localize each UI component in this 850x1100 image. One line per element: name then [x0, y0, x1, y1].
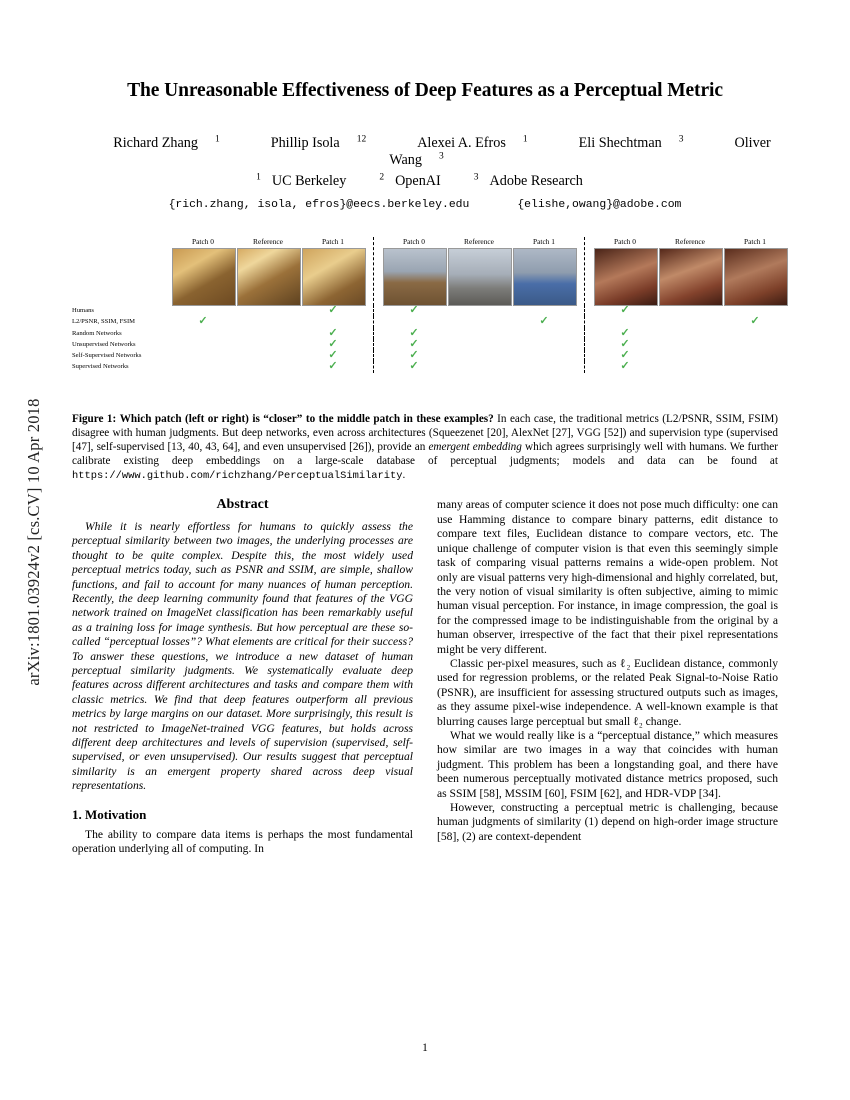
- right-paragraph-1: many areas of computer science it does not pose much difficulty: one can use Hamming distance to compare binary patterns, edit distance to compare text files, Euclidean distance to compare vectors, etc. The unique challenge of computer vision is that even this seemingly simple task of comparing visual patterns remains a wide-open problem. Not only are visual patterns very high-dimensional and highly correlated, but, the very notion of visual similarity is often subjective, aiming to mimic human visual perception. For instance, in image compression, the goal is for the compressed image to be indistinguishable from the original by a human observer, irrespective of the fact that their pixel representations might be very different.: [437, 498, 778, 656]
- author-row-names: [72, 135, 778, 169]
- check-mark-icon: ✓: [409, 360, 419, 373]
- check-group: [172, 350, 374, 361]
- right-column: [437, 498, 778, 856]
- check-row: [172, 361, 778, 372]
- row-label-supervised: Supervised Networks: [72, 363, 129, 371]
- check-empty-cell: [594, 316, 656, 327]
- check-group: [594, 361, 786, 372]
- check-empty-cell: [659, 361, 721, 372]
- author-3-affiliation-marker: 1: [522, 134, 528, 145]
- check-empty-cell: [383, 316, 445, 327]
- check-empty-cell: [172, 339, 234, 350]
- patch-col-ref: [448, 237, 510, 306]
- check-empty-cell: [237, 328, 299, 339]
- patch-image: [659, 248, 723, 306]
- page-title: The Unreasonable Effectiveness of Deep Features as a Perceptual Metric: [127, 80, 723, 101]
- check-empty-cell: [302, 316, 364, 327]
- figure-group-2: [383, 237, 585, 306]
- patch-col-ref: [659, 237, 721, 306]
- check-row: [172, 350, 778, 361]
- patch-label: Reference: [464, 237, 494, 246]
- patch-label: Reference: [675, 237, 705, 246]
- abstract-body: [72, 520, 413, 794]
- abstract-heading: Abstract: [216, 497, 269, 513]
- check-row: [172, 339, 778, 350]
- patch-image: [383, 248, 447, 306]
- check-mark-icon: ✓: [328, 326, 338, 339]
- patch-label: Patch 1: [533, 237, 555, 246]
- check-mark-icon: ✓: [409, 349, 419, 362]
- check-mark-icon: ✓: [328, 349, 338, 362]
- check-empty-cell: [659, 328, 721, 339]
- check-empty-cell: [724, 328, 786, 339]
- author-2: Phillip Isola $^{12}$: [270, 134, 367, 151]
- patch-col-0: [172, 237, 234, 306]
- check-empty-cell: [172, 350, 234, 361]
- affiliation-1: $^1$ UC Berkeley: [256, 172, 347, 189]
- abstract-paragraph: While it is nearly effortless for humans to quickly assess the perceptual similarity between two images, the underlying processes are thought to be quite complex. Despite this, the most widely used perceptual metrics today, such as PSNR and SSIM, are simple, shallow functions, and fail to account for many nuances of human perception. Recently, the deep learning community found that features of the VGG network trained on ImageNet classification has been remarkably useful as a training loss for image synthesis. But how perceptual are these so-called “perceptual losses”? What elements are critical for their success? To answer these questions, we introduce a new dataset of human perceptual similarity judgments. We systematically evaluate deep features across different architectures and tasks and compare them with classic metrics. We find that deep features outperform all previous metrics by large margins on our dataset. More surprisingly, this result is not restricted to ImageNet-trained VGG features, but holds across different deep architectures and levels of supervision (supervised, self-supervised, or even unsupervised). Our results suggest that perceptual similarity is an emergent property shared across deep visual representations.: [72, 519, 413, 793]
- figure-caption-label: Figure 1:: [72, 413, 117, 425]
- check-group: [172, 316, 374, 327]
- check-group: [172, 328, 374, 339]
- section-1-heading: 1. Motivation: [72, 806, 147, 822]
- patch-label: Patch 1: [744, 237, 766, 246]
- check-empty-cell: [172, 361, 234, 372]
- check-empty-cell: [448, 350, 510, 361]
- row-label-humans: Humans: [72, 307, 94, 314]
- check-mark-icon: ✓: [620, 360, 630, 373]
- check-row: [172, 316, 778, 327]
- patch-label: Patch 0: [614, 237, 636, 246]
- author-5: Oliver Wang $^3$: [389, 135, 771, 168]
- check-mark-icon: ✓: [750, 315, 760, 328]
- patch-col-0: [383, 237, 445, 306]
- check-mark-icon: ✓: [409, 326, 419, 339]
- patch-image: [302, 248, 366, 306]
- patch-col-1: [302, 237, 364, 306]
- body-columns: [72, 498, 778, 856]
- author-1: Richard Zhang $^1$: [113, 134, 220, 151]
- check-empty-cell: [513, 339, 575, 350]
- check-group: [383, 316, 585, 327]
- figure-patch-panels: [172, 237, 778, 306]
- figure-caption-italic: emergent embedding: [428, 441, 522, 454]
- author-list: [72, 135, 778, 190]
- check-mark-icon: ✓: [328, 337, 338, 350]
- check-mark-icon: ✓: [620, 304, 630, 316]
- check-empty-cell: [659, 339, 721, 350]
- figure-caption: [72, 412, 778, 483]
- check-empty-cell: [724, 350, 786, 361]
- row-label-traditional: L2/PSNR, SSIM, FSIM: [72, 318, 136, 326]
- patch-col-0: [594, 237, 656, 306]
- author-4: Eli Shechtman $^3$: [578, 134, 684, 151]
- patch-col-1: [513, 237, 575, 306]
- check-empty-cell: [659, 305, 721, 316]
- check-mark-icon: ✓: [620, 349, 630, 362]
- check-mark-icon: ✓: [620, 337, 630, 350]
- check-group: [383, 305, 585, 316]
- row-label-selfsupervised: Self-Supervised Networks: [72, 352, 142, 360]
- figure-row-labels: [72, 305, 168, 373]
- check-mark-icon: ✓: [328, 360, 338, 373]
- author-5-affiliation-marker: 3: [439, 151, 444, 162]
- right-paragraph-2: Classic per-pixel measures, such as ℓ₂ Euclidean distance, commonly used for regression problems, or the related Peak Signal-to-Noise Ratio (PSNR), are insufficient for assessing structured outputs such as images, as they assume pixel-wise independence. A well-known example is that blurring causes large perceptual but small ℓ₂ change.: [437, 656, 778, 728]
- check-empty-cell: [724, 339, 786, 350]
- check-empty-cell: [237, 305, 299, 316]
- figure-caption-url[interactable]: https://www.github.com/richzhang/PerceptualSimilarity: [72, 470, 403, 483]
- figure-group-1: [172, 237, 374, 306]
- patch-col-ref: [237, 237, 299, 306]
- author-1-affiliation-marker: 1: [214, 134, 220, 145]
- check-group: [383, 361, 585, 372]
- email-adobe[interactable]: {elishe,owang}@adobe.com: [517, 199, 682, 211]
- check-empty-cell: [172, 328, 234, 339]
- check-empty-cell: [237, 350, 299, 361]
- left-column: [72, 498, 413, 856]
- check-empty-cell: [237, 316, 299, 327]
- check-empty-cell: [448, 305, 510, 316]
- check-group: [594, 316, 786, 327]
- check-empty-cell: [448, 339, 510, 350]
- patch-label: Patch 0: [403, 237, 425, 246]
- affiliation-3: $^3$ Adobe Research: [473, 172, 583, 189]
- patch-label: Reference: [253, 237, 283, 246]
- check-empty-cell: [724, 361, 786, 372]
- affiliation-2: $^2$ OpenAI: [379, 172, 441, 189]
- figure-caption-end: .: [402, 469, 406, 482]
- check-mark-icon: ✓: [198, 315, 208, 328]
- check-mark-icon: ✓: [409, 337, 419, 350]
- arxiv-stamp: arXiv:1801.03924v2 [cs.CV] 10 Apr 2018: [24, 398, 43, 686]
- check-empty-cell: [448, 328, 510, 339]
- check-row: [172, 328, 778, 339]
- check-empty-cell: [659, 350, 721, 361]
- figure-caption-bold: Which patch (left or right) is “closer” to the middle patch in these examples?: [119, 413, 494, 425]
- patch-col-1: [724, 237, 786, 306]
- check-empty-cell: [448, 316, 510, 327]
- author-2-affiliation-marker: 12: [356, 134, 367, 145]
- patch-image: [513, 248, 577, 306]
- check-mark-icon: ✓: [620, 326, 630, 339]
- section-1-paragraph: The ability to compare data items is perhaps the most fundamental operation underlying all of computing. In: [72, 828, 413, 856]
- figure-caption-text2: which agrees surprisingly well with humans. We further calibrate existing deep embeddings on a large-scale database of perceptual judgments; models and data can be found at: [72, 441, 778, 468]
- check-group: [172, 339, 374, 350]
- check-mark-icon: ✓: [539, 315, 549, 328]
- row-label-random: Random Networks: [72, 329, 122, 337]
- patch-image: [172, 248, 236, 306]
- patch-image: [724, 248, 788, 306]
- affiliation-row: [72, 173, 778, 190]
- check-empty-cell: [513, 361, 575, 372]
- check-empty-cell: [237, 339, 299, 350]
- check-empty-cell: [448, 361, 510, 372]
- right-paragraph-4: However, constructing a perceptual metric is challenging, because human judgments of similarity (1) depend on high-order image structure [58], (2) are context-dependent: [437, 801, 778, 843]
- figure-check-grid: [172, 305, 778, 373]
- email-line: [72, 199, 778, 211]
- check-group: [172, 361, 374, 372]
- check-row: [172, 305, 778, 316]
- author-3: Alexei A. Efros $^1$: [417, 134, 528, 151]
- figure-caption-text: In each case, the traditional metrics (L2/PSNR, SSIM, FSIM) disagree with human judgments. But deep networks, even across architectures (Squeezenet [20], AlexNet [27], VGG [52]) and supervision type (supervised [47], self-supervised [13, 40, 43, 64], and even unsupervised [26]), provide an: [72, 413, 779, 454]
- check-empty-cell: [659, 316, 721, 327]
- paper-content: [72, 72, 778, 857]
- right-paragraph-3: What we would really like is a “perceptual distance,” which measures how similar are two images in a way that coincides with human judgment. This problem has been a longstanding goal, and there have been numerous perceptually motivated distance metrics proposed, such as SSIM [58], MSSIM [60], FSIM [62], and HDR-VDP [34].: [437, 728, 778, 800]
- check-mark-icon: ✓: [328, 304, 338, 316]
- page-number: 1: [422, 1042, 428, 1054]
- patch-image: [448, 248, 512, 306]
- patch-image: [594, 248, 658, 306]
- figure-1: [72, 237, 778, 402]
- figure-groups: [172, 237, 778, 306]
- check-empty-cell: [513, 350, 575, 361]
- check-empty-cell: [513, 328, 575, 339]
- check-mark-icon: ✓: [409, 304, 419, 316]
- figure-group-3: [594, 237, 786, 306]
- row-label-unsupervised: Unsupervised Networks: [72, 340, 136, 348]
- patch-image: [237, 248, 301, 306]
- patch-label: Patch 1: [322, 237, 344, 246]
- check-empty-cell: [237, 361, 299, 372]
- patch-label: Patch 0: [192, 237, 214, 246]
- author-4-affiliation-marker: 3: [678, 134, 684, 145]
- email-berkeley[interactable]: {rich.zhang, isola, efros}@eecs.berkeley.edu: [168, 199, 470, 211]
